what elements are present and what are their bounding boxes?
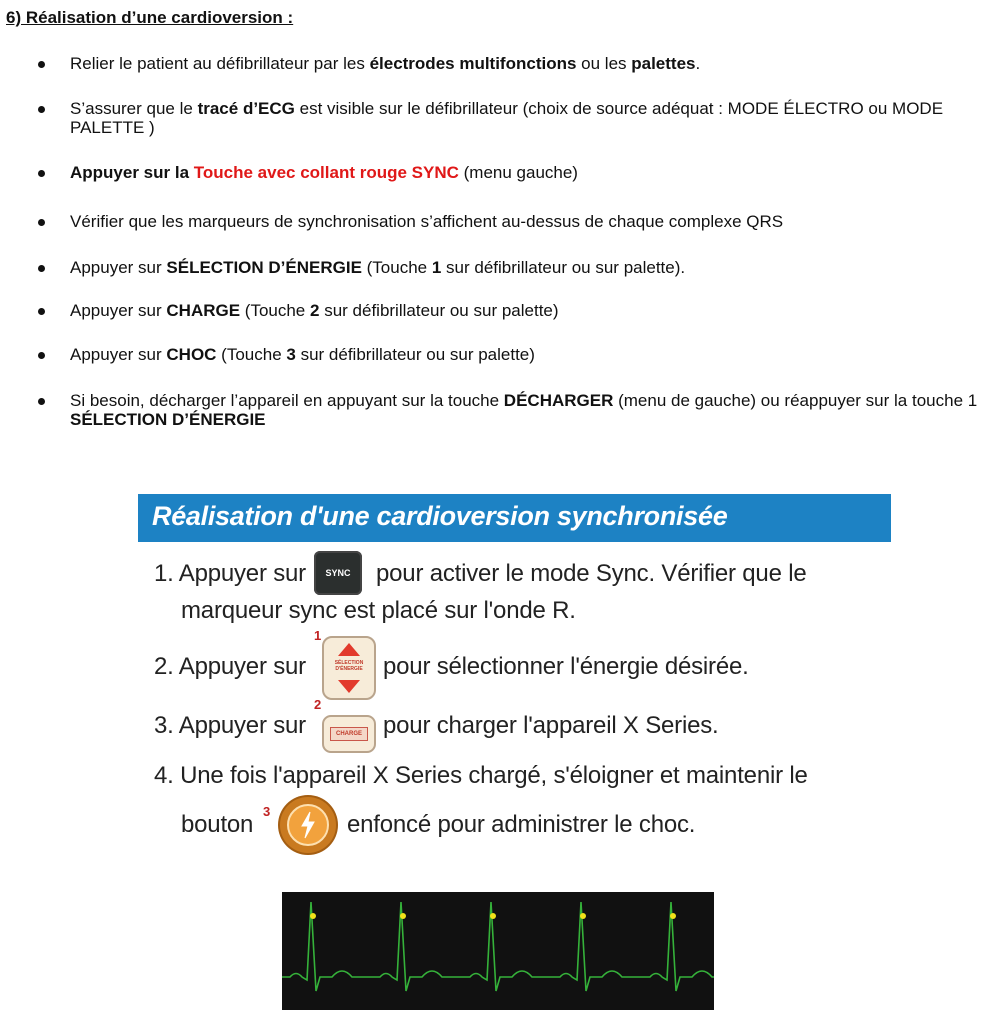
- key-number-1: 1: [314, 628, 322, 643]
- section-heading: 6) Réalisation d’une cardioversion :: [6, 8, 294, 27]
- step4-text-a: 4. Une fois l'appareil X Series chargé, s'éloigner et maintenir le: [154, 762, 808, 789]
- bullet-text-run: SÉLECTION D’ÉNERGIE: [70, 410, 266, 429]
- bullet-text-run: Appuyer sur la: [70, 163, 194, 182]
- bullet-text-run: Vérifier que les marqueurs de synchronisation s’affichent au-dessus de chaque complexe QRS: [70, 212, 784, 231]
- bullet-text-run: CHARGE: [166, 301, 241, 320]
- charge-button-label: CHARGE: [330, 727, 368, 741]
- bullet-text-run: (Touche: [240, 301, 310, 320]
- bullet-text-run: Relier le patient au défibrillateur par les: [70, 54, 370, 73]
- bullet-text-run: (menu gauche): [458, 163, 578, 182]
- arrow-up-icon: [338, 643, 360, 656]
- bullet-text-run: (Touche: [216, 345, 287, 364]
- bullet-text-run: (Touche: [361, 258, 432, 277]
- sync-marker: [670, 913, 676, 919]
- step4-text-c: enfoncé pour administrer le choc.: [347, 811, 696, 838]
- bullet-item: [70, 54, 990, 73]
- bullet-text-run: palettes: [631, 54, 696, 73]
- sync-marker: [400, 913, 406, 919]
- ecg-waveform: [282, 902, 714, 991]
- bullet-text-run: 3: [286, 345, 296, 364]
- step4-text-b: bouton: [181, 811, 254, 838]
- bullet-text-run: ou les: [576, 54, 632, 73]
- step1-text-a: 1. Appuyer sur: [154, 560, 306, 587]
- ecg-trace: [282, 892, 714, 1010]
- bullet-text-run: 1: [431, 258, 442, 277]
- card-title: Réalisation d'une cardioversion synchronisée: [152, 501, 728, 531]
- energy-button-label: SÉLECTION D'ÉNERGIE: [334, 660, 364, 672]
- bullet-text-run: CHOC: [166, 345, 217, 364]
- step3-text-a: 3. Appuyer sur: [154, 712, 306, 739]
- step1-text-b: pour activer le mode Sync. Vérifier que le: [376, 560, 807, 587]
- step1-text-c: marqueur sync est placé sur l'onde R.: [181, 597, 576, 624]
- sync-marker: [490, 913, 496, 919]
- sync-marker: [580, 913, 586, 919]
- bullet-text-run: Appuyer sur: [70, 345, 167, 364]
- bullet-text-run: sur défibrillateur ou sur palette).: [441, 258, 686, 277]
- sync-marker: [310, 913, 316, 919]
- bullet-item: [70, 258, 990, 277]
- arrow-down-icon: [338, 680, 360, 693]
- bullet-text-run: électrodes multifonctions: [369, 54, 577, 73]
- bullet-item: [70, 212, 990, 231]
- bullet-text-run: .: [695, 54, 701, 73]
- lightning-bolt-icon: [289, 806, 327, 844]
- ecg-strip: [282, 892, 714, 1010]
- bullet-item: [70, 163, 990, 182]
- step2-text-a: 2. Appuyer sur: [154, 653, 306, 680]
- sync-button[interactable]: [314, 551, 362, 595]
- shock-button[interactable]: [280, 797, 336, 853]
- bullet-text-run: (menu de gauche) ou réappuyer sur la touche 1: [613, 391, 978, 410]
- key-number-3: 3: [263, 804, 271, 819]
- charge-button[interactable]: [322, 715, 376, 753]
- bullet-text-run: sur défibrillateur ou sur palette): [295, 345, 535, 364]
- bullet-item: [70, 301, 990, 320]
- sync-button-label: SYNC: [325, 568, 351, 578]
- step3-text-b: pour charger l'appareil X Series.: [383, 712, 719, 739]
- bullet-text-run: Touche avec collant rouge SYNC: [193, 163, 459, 182]
- bullet-text-run: 2: [310, 301, 320, 320]
- bullet-text-run: est visible sur le défibrillateur (choix de source adéquat : MODE ÉLECTRO ou MODE PALETTE ): [70, 99, 944, 137]
- bullet-text-run: sur défibrillateur ou sur palette): [319, 301, 559, 320]
- bullet-text-run: Si besoin, décharger l’appareil en appuyant sur la touche: [70, 391, 504, 410]
- bullet-item: [70, 99, 990, 137]
- key-number-2: 2: [314, 697, 322, 712]
- energy-select-button[interactable]: [322, 636, 376, 700]
- bullet-item: [70, 391, 990, 429]
- bullet-text-run: Appuyer sur: [70, 301, 167, 320]
- bullet-text-run: tracé d’ECG: [197, 99, 295, 118]
- bullet-text-run: DÉCHARGER: [503, 391, 614, 410]
- step2-text-b: pour sélectionner l'énergie désirée.: [383, 653, 749, 680]
- bullet-item: [70, 345, 990, 364]
- bullet-text-run: S’assurer que le: [70, 99, 198, 118]
- bullet-text-run: Appuyer sur: [70, 258, 167, 277]
- bullet-text-run: SÉLECTION D’ÉNERGIE: [166, 258, 362, 277]
